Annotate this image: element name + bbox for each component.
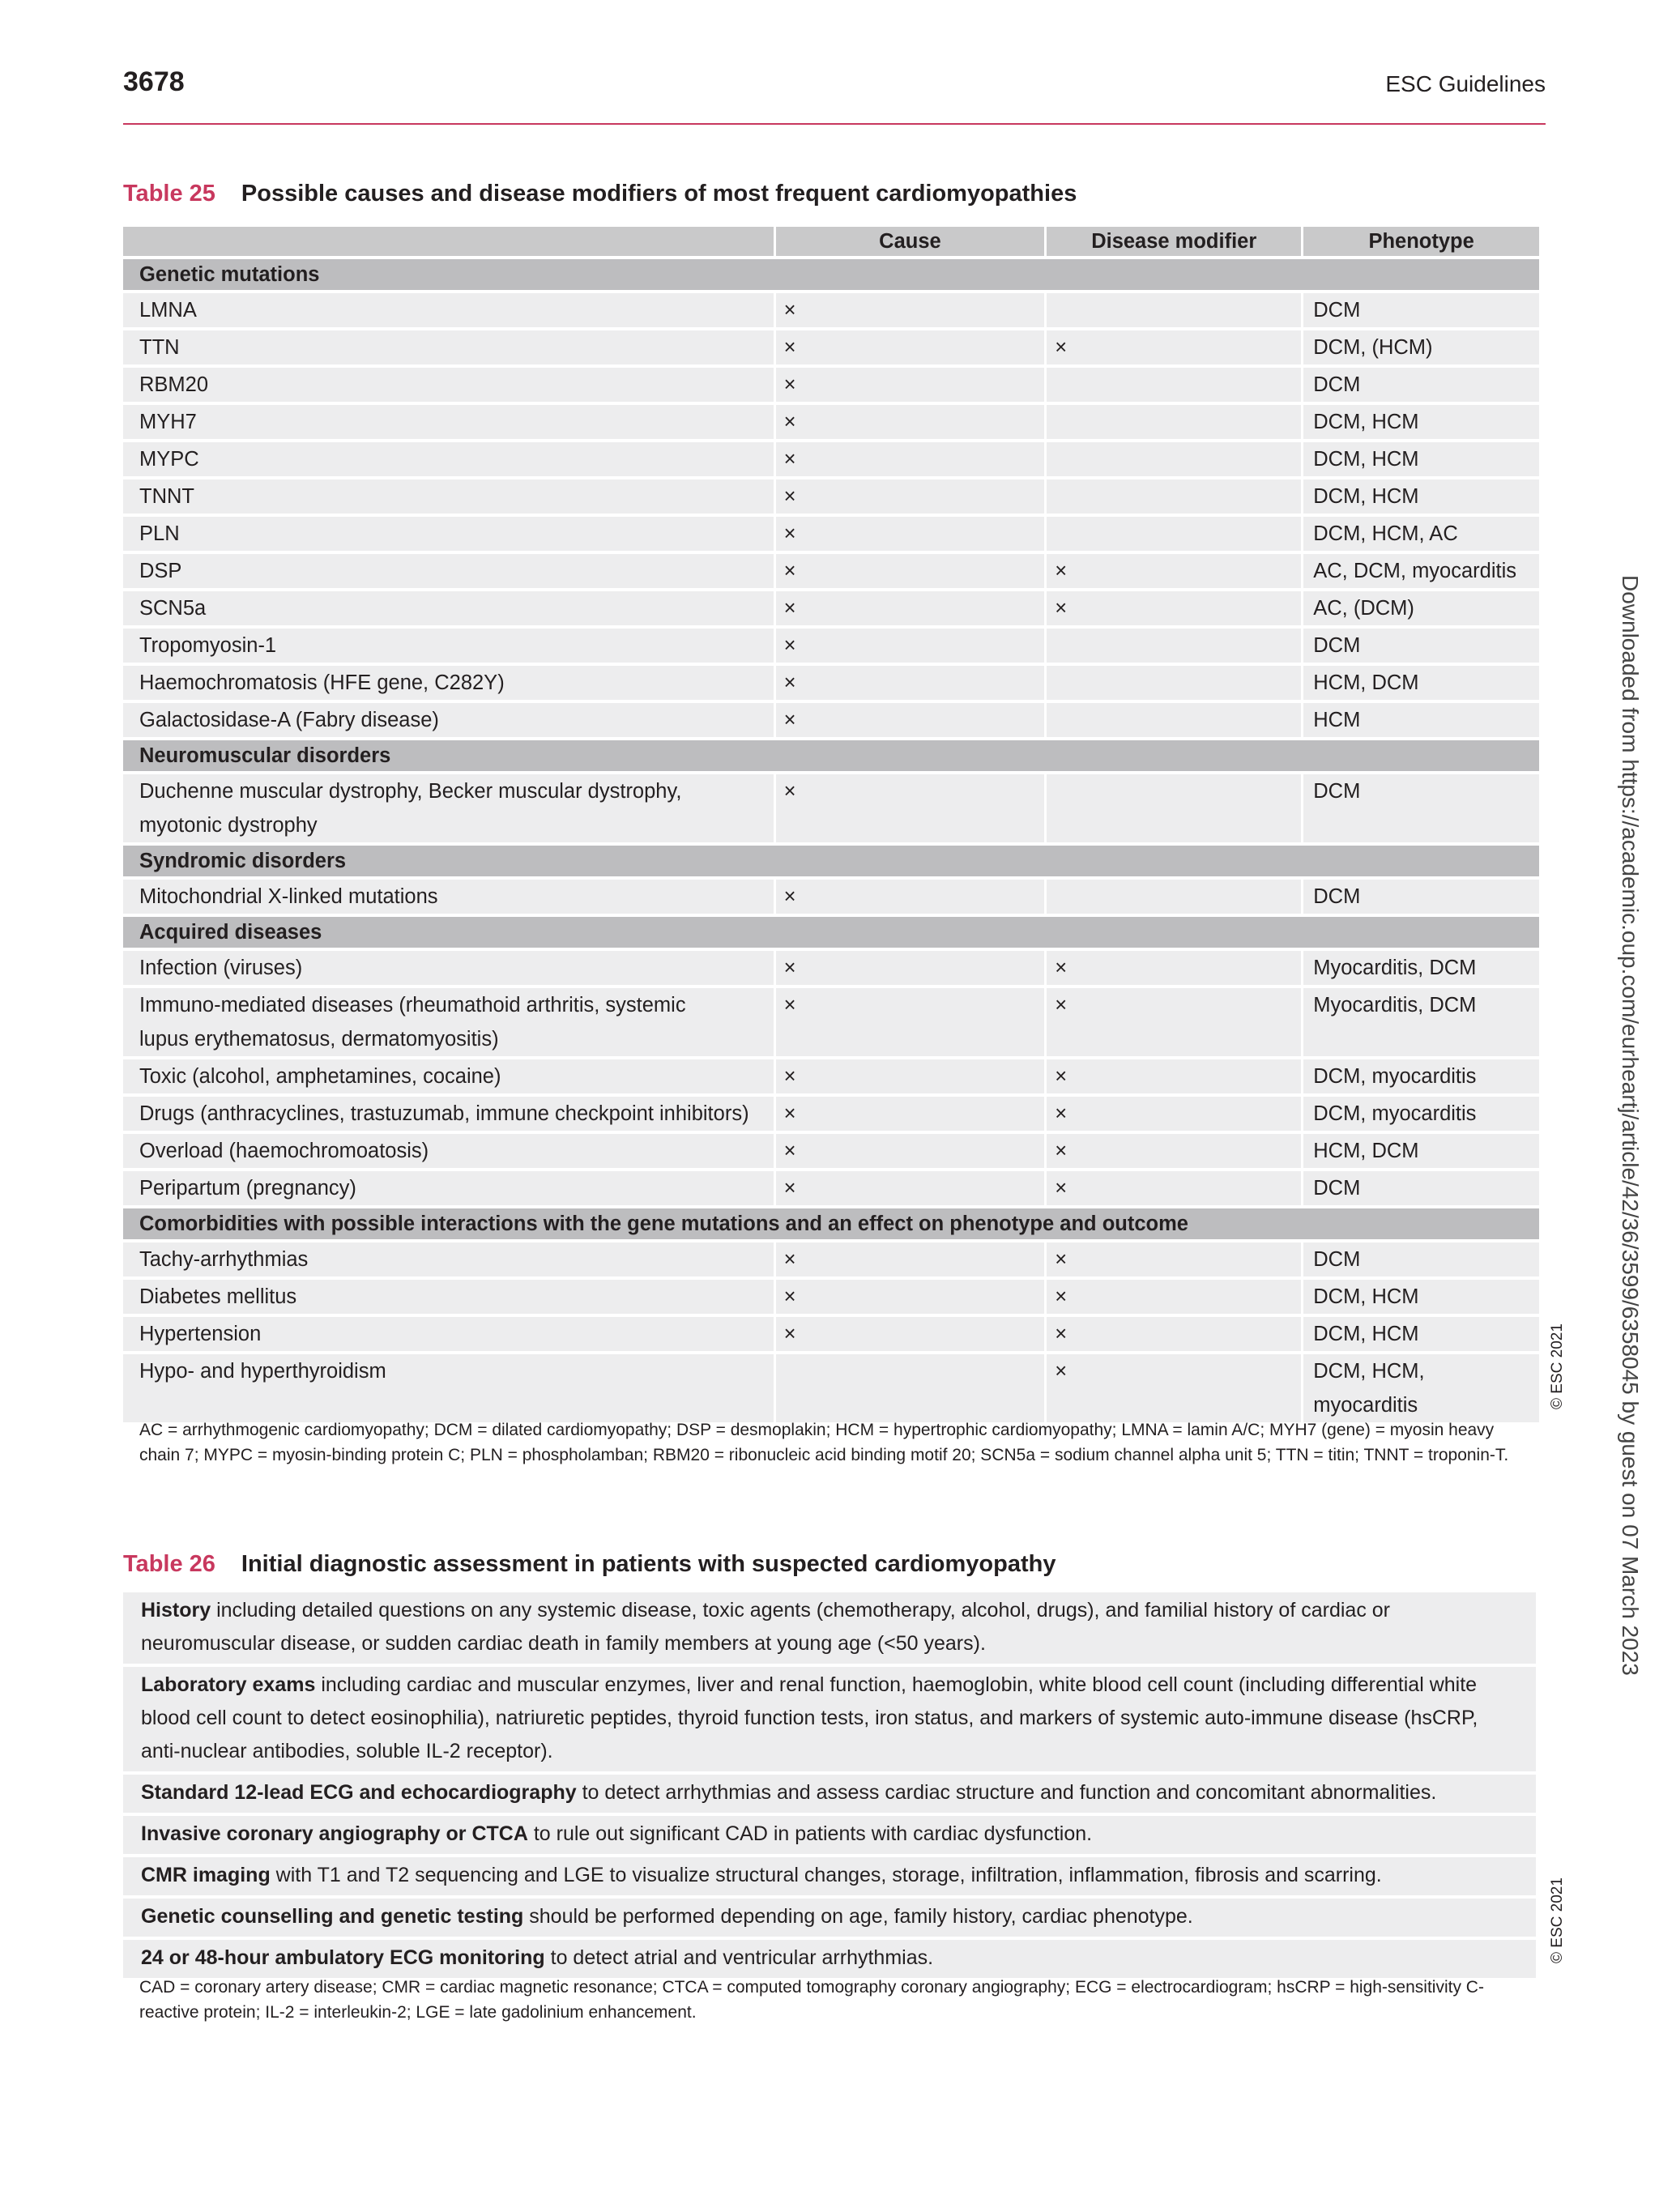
table26 (123, 1592, 1536, 1981)
modifier-cell (1047, 368, 1301, 402)
row-name-line: Tropomyosin-1 (139, 634, 277, 657)
assessment-row (123, 1816, 1536, 1854)
category-row (123, 846, 1539, 876)
cause-cell: × (776, 1171, 1045, 1205)
table-row (123, 405, 1539, 439)
phenotype-cell: HCM (1303, 703, 1539, 737)
row-name (123, 293, 774, 327)
assessment-heading: Invasive coronary angiography or CTCA (141, 1822, 528, 1845)
table-row (123, 629, 1539, 663)
cause-cell: × (776, 442, 1045, 476)
phenotype-cell: DCM (1303, 629, 1539, 663)
cause-cell: × (776, 1059, 1045, 1093)
table-row (123, 368, 1539, 402)
table-row (123, 442, 1539, 476)
phenotype-cell: DCM, HCM (1303, 1317, 1539, 1351)
assessment-text: with T1 and T2 sequencing and LGE to visualize structural changes, storage, infiltration, inflammation, fibrosis and scarring. (270, 1864, 1382, 1886)
phenotype-cell: Myocarditis, DCM (1303, 988, 1539, 1056)
row-name-line: Peripartum (pregnancy) (139, 1177, 356, 1200)
row-name (123, 479, 774, 514)
row-name-line: SCN5a (139, 597, 207, 620)
table25-copyright: © ESC 2021 (1549, 1323, 1566, 1409)
phenotype-cell: DCM (1303, 293, 1539, 327)
table-row (123, 666, 1539, 700)
table26-footnote: CAD = coronary artery disease; CMR = cardiac magnetic resonance; CTCA = computed tomography coronary angiography; ECG = electrocardiogram; hsCRP = high-sensitivity C-reactive protein; IL-2 = interleukin-2; LGE = late gadolinium enhancement. (139, 1978, 1484, 2022)
cause-cell: × (776, 1317, 1045, 1351)
row-name (123, 517, 774, 551)
row-name-line: MYPC (139, 448, 199, 471)
cause-cell: × (776, 1280, 1045, 1314)
cause-cell: × (776, 774, 1045, 842)
modifier-cell: × (1047, 330, 1301, 364)
phenotype-cell: DCM, HCM (1303, 405, 1539, 439)
phenotype-cell: HCM, DCM (1303, 1134, 1539, 1168)
row-name (123, 591, 774, 625)
table-row (123, 1242, 1539, 1276)
table-row (123, 774, 1539, 842)
table25-header-row (123, 227, 1539, 256)
table26-copyright: © ESC 2021 (1549, 1877, 1566, 1963)
row-name-line: DSP (139, 560, 182, 582)
cause-cell: × (776, 293, 1045, 327)
phenotype-cell: DCM, (HCM) (1303, 330, 1539, 364)
row-name-line: Immuno-mediated diseases (rheumathoid arthritis, systemic (139, 994, 686, 1016)
cause-cell: × (776, 330, 1045, 364)
row-name-line: PLN (139, 522, 180, 545)
row-name-line: MYH7 (139, 411, 197, 433)
cause-cell: × (776, 479, 1045, 514)
row-name (123, 368, 774, 402)
table25-body (123, 259, 1539, 1422)
row-name-line: Tachy-arrhythmias (139, 1248, 309, 1271)
category-label: Syndromic disorders (123, 846, 1539, 876)
assessment-heading: Genetic counselling and genetic testing (141, 1905, 524, 1928)
table26-caption: Initial diagnostic assessment in patients with suspected cardiomyopathy (241, 1551, 1056, 1577)
table-row (123, 293, 1539, 327)
row-name-line: Drugs (anthracyclines, trastuzumab, immune checkpoint inhibitors) (139, 1102, 749, 1125)
row-name-line: Galactosidase-A (Fabry disease) (139, 709, 439, 731)
page-number: 3678 (123, 66, 185, 97)
row-name (123, 1171, 774, 1205)
row-name-line: RBM20 (139, 373, 209, 396)
row-name-line: Hypertension (139, 1323, 262, 1345)
category-row (123, 259, 1539, 290)
modifier-cell: × (1047, 1097, 1301, 1131)
row-name (123, 1242, 774, 1276)
modifier-cell: × (1047, 591, 1301, 625)
journal-name: ESC Guidelines (1385, 71, 1546, 96)
table-row (123, 1059, 1539, 1093)
phenotype-cell: DCM, HCM (1303, 1280, 1539, 1314)
row-name-line: Duchenne muscular dystrophy, Becker muscular dystrophy, (139, 780, 682, 803)
category-row (123, 917, 1539, 948)
phenotype-cell: AC, DCM, myocarditis (1303, 554, 1539, 588)
category-row (123, 740, 1539, 771)
phenotype-cell: AC, (DCM) (1303, 591, 1539, 625)
modifier-cell: × (1047, 1171, 1301, 1205)
row-name (123, 666, 774, 700)
cause-cell: × (776, 405, 1045, 439)
row-name (123, 554, 774, 588)
row-name (123, 1280, 774, 1314)
modifier-cell: × (1047, 1242, 1301, 1276)
modifier-cell (1047, 666, 1301, 700)
row-name-line: Diabetes mellitus (139, 1285, 297, 1308)
phenotype-cell: DCM, HCM (1303, 442, 1539, 476)
phenotype-cell: DCM (1303, 368, 1539, 402)
modifier-cell: × (1047, 1059, 1301, 1093)
table-row (123, 330, 1539, 364)
phenotype-cell: DCM (1303, 1171, 1539, 1205)
phenotype-cell: DCM, HCM (1303, 479, 1539, 514)
assessment-row (123, 1667, 1536, 1771)
phenotype-cell: DCM, myocarditis (1303, 1059, 1539, 1093)
row-name-line: Toxic (alcohol, amphetamines, cocaine) (139, 1065, 501, 1088)
cause-cell: × (776, 591, 1045, 625)
phenotype-cell: DCM, myocarditis (1303, 1097, 1539, 1131)
assessment-text: to detect arrhythmias and assess cardiac structure and function and concomitant abnormalities. (576, 1781, 1437, 1804)
row-name (123, 880, 774, 914)
modifier-cell (1047, 880, 1301, 914)
row-name-line: Infection (viruses) (139, 957, 303, 979)
phenotype-cell: DCM (1303, 774, 1539, 842)
table25-caption: Possible causes and disease modifiers of most frequent cardiomyopathies (241, 181, 1077, 207)
modifier-cell: × (1047, 1134, 1301, 1168)
column-header: Cause (776, 227, 1045, 256)
page-header (123, 66, 1546, 125)
assessment-text: to detect atrial and ventricular arrhythmias. (544, 1946, 934, 1969)
cause-cell: × (776, 703, 1045, 737)
assessment-text: including cardiac and muscular enzymes, liver and renal function, haemoglobin, white blood cell count (including differential white blood cell count to detect eosinophilia), natriuretic peptides, thyroid function tests, iron status, and markers of systemic auto-immune disease (hsCRP, anti-nuclear antibodies, soluble IL-2 receptor). (141, 1673, 1478, 1762)
assessment-text: including detailed questions on any systemic disease, toxic agents (chemotherapy, alcohol, drugs), and familial history of cardiac or neuromuscular disease, or sudden cardiac death in family members at young age (<50 years). (141, 1599, 1390, 1655)
download-note: Downloaded from https://academic.oup.com/eurheartj/article/42/36/3599/6358045 by guest on 07 March 2023 (1618, 575, 1643, 1676)
cause-cell (776, 1354, 1045, 1422)
row-name (123, 1134, 774, 1168)
row-name-line: TNNT (139, 485, 194, 508)
modifier-cell (1047, 293, 1301, 327)
assessment-heading: CMR imaging (141, 1864, 271, 1886)
row-name-line: myotonic dystrophy (139, 814, 318, 837)
category-row (123, 1208, 1539, 1239)
assessment-heading: Standard 12-lead ECG and echocardiography (141, 1781, 577, 1804)
modifier-cell (1047, 442, 1301, 476)
category-label: Neuromuscular disorders (123, 740, 1539, 771)
table-row (123, 1134, 1539, 1168)
table-row (123, 988, 1539, 1056)
cause-cell: × (776, 951, 1045, 985)
assessment-heading: Laboratory exams (141, 1673, 316, 1696)
assessment-row (123, 1899, 1536, 1937)
row-name (123, 629, 774, 663)
cause-cell: × (776, 554, 1045, 588)
row-name (123, 774, 774, 842)
table-row (123, 1171, 1539, 1205)
row-name (123, 442, 774, 476)
assessment-row (123, 1857, 1536, 1895)
assessment-text: should be performed depending on age, family history, cardiac phenotype. (523, 1905, 1193, 1928)
category-label: Genetic mutations (123, 259, 1539, 290)
row-name (123, 1097, 774, 1131)
row-name-line: Mitochondrial X-linked mutations (139, 885, 438, 908)
column-header: Disease modifier (1047, 227, 1301, 256)
assessment-heading: 24 or 48-hour ambulatory ECG monitoring (141, 1946, 545, 1969)
modifier-cell: × (1047, 988, 1301, 1056)
phenotype-cell: DCM (1303, 880, 1539, 914)
table-row (123, 554, 1539, 588)
row-name (123, 988, 774, 1056)
phenotype-cell: DCM (1303, 1242, 1539, 1276)
table25-footnote: AC = arrhythmogenic cardiomyopathy; DCM = dilated cardiomyopathy; DSP = desmoplakin; HCM = hypertrophic cardiomyopathy; LMNA = lamin A/C; MYH7 (gene) = myosin heavy chain 7; MYPC = myosin-binding protein C; PLN = phospholamban; RBM20 = ribonucleic acid binding motif 20; SCN5a = sodium channel alpha unit 5; TTN = titin; TNNT = troponin-T. (139, 1421, 1509, 1464)
modifier-cell (1047, 405, 1301, 439)
row-name (123, 1317, 774, 1351)
row-name (123, 330, 774, 364)
table-row (123, 591, 1539, 625)
assessment-heading: History (141, 1599, 211, 1622)
row-name-line: lupus erythematosus, dermatomyositis) (139, 1028, 499, 1051)
row-name-line: Haemochromatosis (HFE gene, C282Y) (139, 671, 505, 694)
table-row (123, 1317, 1539, 1351)
modifier-cell: × (1047, 1354, 1301, 1422)
table-row (123, 517, 1539, 551)
modifier-cell (1047, 703, 1301, 737)
phenotype-cell: DCM, HCM, AC (1303, 517, 1539, 551)
row-name-line: TTN (139, 336, 180, 359)
table25-number: Table 25 (123, 181, 215, 207)
modifier-cell: × (1047, 1317, 1301, 1351)
table-row (123, 1280, 1539, 1314)
cause-cell: × (776, 1242, 1045, 1276)
cause-cell: × (776, 880, 1045, 914)
table26-number: Table 26 (123, 1551, 215, 1577)
modifier-cell (1047, 517, 1301, 551)
phenotype-cell: Myocarditis, DCM (1303, 951, 1539, 985)
cause-cell: × (776, 368, 1045, 402)
row-name (123, 405, 774, 439)
row-name-line: Hypo- and hyperthyroidism (139, 1360, 386, 1383)
phenotype-cell: HCM, DCM (1303, 666, 1539, 700)
column-header (123, 227, 774, 256)
cause-cell: × (776, 629, 1045, 663)
row-name (123, 951, 774, 985)
cause-cell: × (776, 1134, 1045, 1168)
modifier-cell: × (1047, 951, 1301, 985)
table25-title (123, 181, 1077, 207)
category-label: Acquired diseases (123, 917, 1539, 948)
row-name (123, 703, 774, 737)
assessment-row (123, 1592, 1536, 1664)
row-name (123, 1059, 774, 1093)
row-name-line: LMNA (139, 299, 197, 322)
modifier-cell (1047, 629, 1301, 663)
phenotype-cell: DCM, HCM, myocarditis (1303, 1354, 1539, 1422)
table26-title (123, 1551, 1056, 1578)
assessment-text: to rule out significant CAD in patients with cardiac dysfunction. (527, 1822, 1093, 1845)
modifier-cell (1047, 774, 1301, 842)
table-row (123, 1354, 1539, 1422)
row-name (123, 1354, 774, 1422)
modifier-cell (1047, 479, 1301, 514)
table-row (123, 951, 1539, 985)
cause-cell: × (776, 517, 1045, 551)
modifier-cell: × (1047, 554, 1301, 588)
cause-cell: × (776, 666, 1045, 700)
category-label: Comorbidities with possible interactions with the gene mutations and an effect on phenotype and outcome (123, 1208, 1539, 1239)
modifier-cell: × (1047, 1280, 1301, 1314)
column-header: Phenotype (1303, 227, 1539, 256)
table-row (123, 880, 1539, 914)
row-name-line: Overload (haemochromoatosis) (139, 1140, 429, 1162)
cause-cell: × (776, 1097, 1045, 1131)
assessment-row (123, 1775, 1536, 1813)
table-row (123, 1097, 1539, 1131)
cause-cell: × (776, 988, 1045, 1056)
table-row (123, 479, 1539, 514)
table-row (123, 703, 1539, 737)
assessment-row (123, 1940, 1536, 1978)
table25 (121, 224, 1542, 1426)
